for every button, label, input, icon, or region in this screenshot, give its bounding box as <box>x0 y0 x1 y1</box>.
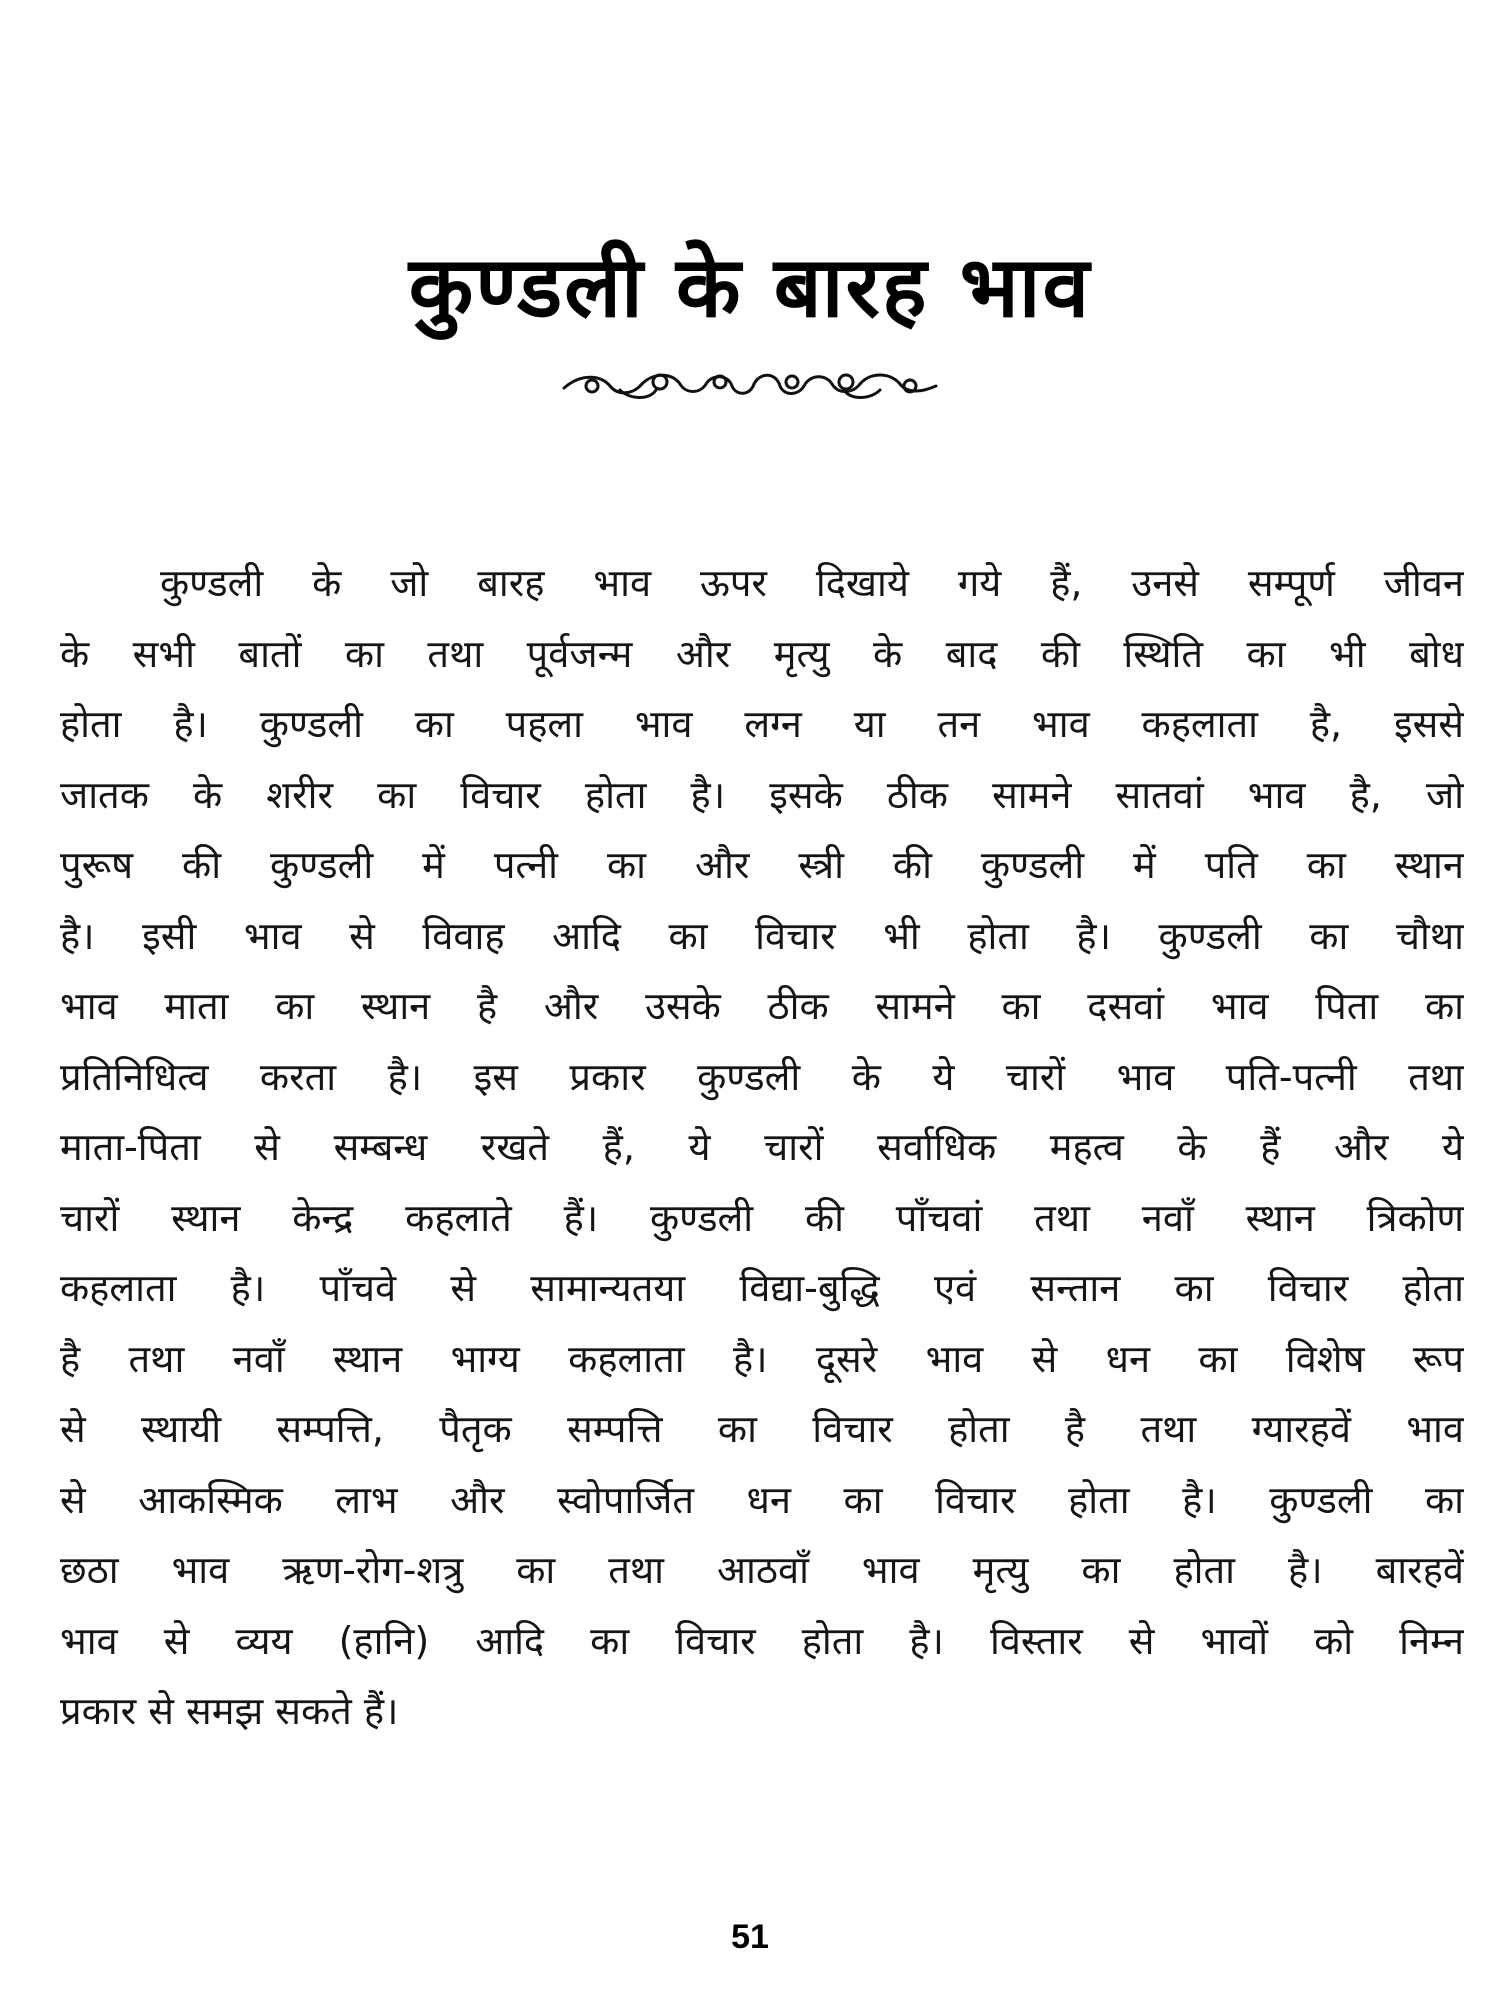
paragraph-line: प्रकार से समझ सकते हैं। <box>60 1689 399 1733</box>
paragraph-line: चारों स्थान केन्द्र कहलाते हैं। कुण्डली की पाँचवां तथा नवाँ स्थान त्रिकोण <box>60 1195 1464 1240</box>
scroll-flourish-icon <box>560 360 940 406</box>
paragraph-line: है तथा नवाँ स्थान भाग्य कहलाता है। दूसरे भाव से धन का विशेष रूप <box>60 1336 1464 1381</box>
paragraph-line: कहलाता है। पाँचवे से सामान्यतया विद्या-बुद्धि एवं सन्तान का विचार होता <box>60 1266 1464 1310</box>
paragraph-line: माता-पिता से सम्बन्ध रखते हैं, ये चारों सर्वाधिक महत्व के हैं और ये <box>60 1125 1464 1169</box>
paragraph-line: जातक के शरीर का विचार होता है। इसके ठीक सामने सातवां भाव है, जो <box>60 772 1464 817</box>
page-title: कुण्डली के बारह भाव <box>408 238 1092 336</box>
paragraph-line: के सभी बातों का तथा पूर्वजन्म और मृत्यु के बाद की स्थिति का भी बोध <box>60 631 1464 676</box>
paragraph-line: से स्थायी सम्पत्ति, पैतृक सम्पत्ति का विचार होता है तथा ग्यारहवें भाव <box>60 1407 1464 1451</box>
paragraph-line: भाव माता का स्थान है और उसके ठीक सामने का दसवां भाव पिता का <box>60 984 1464 1028</box>
paragraph-line: पुरूष की कुण्डली में पत्नी का और स्त्री की कुण्डली में पति का स्थान <box>60 843 1464 887</box>
paragraph-line: भाव से व्यय (हानि) आदि का विचार होता है। विस्तार से भावों को निम्न <box>60 1618 1464 1663</box>
page-number: 51 <box>731 1918 769 1956</box>
paragraph-line: कुण्डली के जो बारह भाव ऊपर दिखाये गये हैं, उनसे सम्पूर्ण जीवन <box>160 561 1464 605</box>
paragraph-line: है। इसी भाव से विवाह आदि का विचार भी होता है। कुण्डली का चौथा <box>60 913 1464 958</box>
paragraph-line: छठा भाव ऋण-रोग-शत्रु का तथा आठवाँ भाव मृत्यु का होता है। बारहवें <box>60 1548 1464 1592</box>
paragraph-line: से आकस्मिक लाभ और स्वोपार्जित धन का विचार होता है। कुण्डली का <box>60 1477 1464 1522</box>
body-paragraph <box>60 548 1464 1747</box>
paragraph-line: होता है। कुण्डली का पहला भाव लग्न या तन भाव कहलाता है, इससे <box>60 702 1464 746</box>
paragraph-line: प्रतिनिधित्व करता है। इस प्रकार कुण्डली के ये चारों भाव पति-पत्नी तथा <box>60 1054 1464 1099</box>
